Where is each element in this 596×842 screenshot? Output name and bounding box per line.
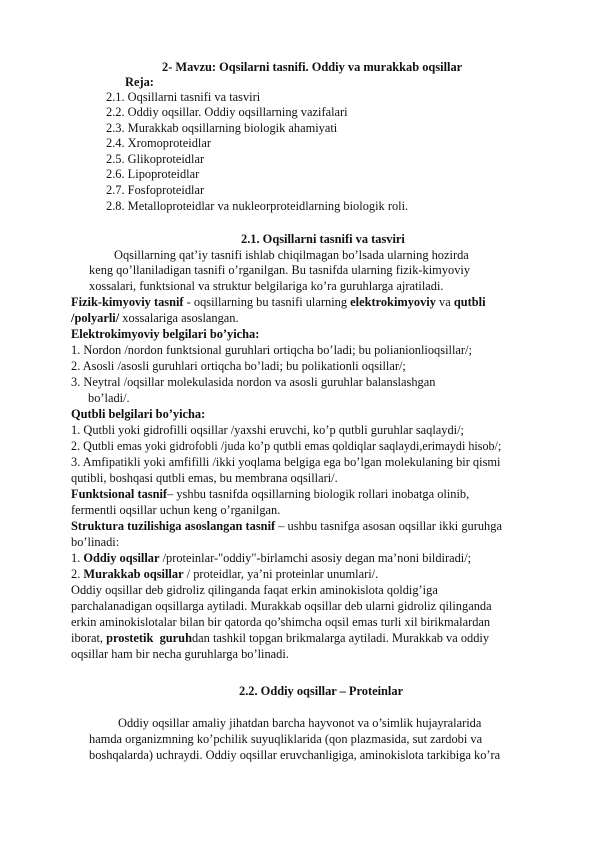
body-text: Oqsillarning qat’iy tasnifi ishlab chiqilmagan bo’lsada ularning hozirda [114, 248, 469, 262]
list-item: 1. Qutbli yoki gidrofilli oqsillar /yaxshi eruvchi, ko’p qutbli guruhlar saqlaydi/; [71, 423, 465, 437]
body-text: bo’linadi: [71, 535, 120, 549]
body-text: Fizik-kimyoviy tasnif - oqsillarning bu tasnifi ularning elektrokimyoviy va qutbli [71, 295, 486, 309]
body-text: iborat, prostetik guruhdan tashkil topgan brikmalarga aytiladi. Murakkab va oddiy [71, 631, 490, 645]
plan-item: 2.8. Metalloproteidlar va nukleorproteidlarning biologik roli. [106, 199, 409, 213]
body-text: Funktsional tasnif– yshbu tasnifda oqsillarning biologik rollari inobatga olinib, [71, 487, 470, 501]
body-text: xossalari, funktsional va struktur belgilariga ko’ra guruhlarga ajratiladi. [89, 279, 444, 293]
list-item: qutibli, boshqasi qutbli emas, bu membrana oqsillari/. [71, 471, 338, 485]
plan-item: 2.1. Oqsillarni tasnifi va tasviri [106, 90, 261, 104]
body-text: fermentli oqsillar uchun keng o’rganilgan. [71, 503, 281, 517]
body-text: Struktura tuzilishiga asoslangan tasnif – ushbu tasnifga asosan oqsillar ikki guruhga [71, 519, 502, 533]
list-item: 3. Neytral /oqsillar molekulasida nordon va asosli guruhlar balanslashgan [71, 375, 436, 389]
body-text: oqsillar ham bir necha guruhlarga bo’linadi. [71, 647, 289, 661]
list-item: 2. Asosli /asosli guruhlari ortiqcha bo’ladi; bu polikationli oqsillar/; [71, 359, 406, 373]
list-item: bo’ladi/. [88, 391, 130, 405]
plan-item: 2.2. Oddiy oqsillar. Oddiy oqsillarning vazifalari [106, 105, 348, 119]
plan-item: 2.7. Fosfoproteidlar [106, 183, 205, 197]
body-text: parchalanadigan oqsillarga aytiladi. Murakkab oqsillar deb ularni gidroliz qilinganda [71, 599, 492, 613]
section-heading: 2.2. Oddiy oqsillar – Proteinlar [239, 684, 404, 698]
term: Struktura tuzilishiga asoslangan tasnif [71, 519, 276, 533]
page-title: 2- Mavzu: Oqsilarni tasnifi. Oddiy va murakkab oqsillar [162, 60, 463, 74]
list-item: 3. Amfipatikli yoki amfifilli /ikki yoqlama belgiga ega bo’lgan molekulaning bir qismi [71, 455, 501, 469]
plan-item: 2.3. Murakkab oqsillarning biologik ahamiyati [106, 121, 338, 135]
list-item: 1. Nordon /nordon funktsional guruhlari ortiqcha bo’ladi; bu polianionlioqsillar/; [71, 343, 472, 357]
list-item: 1. Oddiy oqsillar /proteinlar-"oddiy"-birlamchi asosiy degan ma’noni bildiradi/; [71, 551, 472, 565]
body-text: Oddiy oqsillar deb gidroliz qilinganda faqat erkin aminokislota qoldig’iga [71, 583, 438, 597]
term: Funktsional tasnif [71, 487, 168, 501]
subheading: Qutbli belgilari bo’yicha: [71, 407, 206, 421]
body-text: hamda organizmning ko’pchilik suyuqliklarida (qon plazmasida, sut zardobi va [89, 732, 483, 746]
body-text: Oddiy oqsillar amaliy jihatdan barcha hayvonot va o’simlik hujayralarida [118, 716, 482, 730]
plan-item: 2.5. Glikoproteidlar [106, 152, 205, 166]
plan-item: 2.4. Xromoproteidlar [106, 136, 211, 150]
list-item: 2. Murakkab oqsillar / proteidlar, ya’ni proteinlar unumlari/. [71, 567, 379, 581]
list-item: 2. Qutbli emas yoki gidrofobli /juda ko’p qutbli emas qoldiqlar saqlaydi,erimaydi hisob/; [71, 439, 502, 453]
subheading: Elektrokimyoviy belgilari bo’yicha: [71, 327, 260, 341]
term: Fizik-kimyoviy tasnif [71, 295, 184, 309]
plan-heading: Reja: [125, 75, 154, 89]
plan-item: 2.6. Lipoproteidlar [106, 167, 200, 181]
section-heading: 2.1. Oqsillarni tasnifi va tasviri [241, 232, 405, 246]
body-text: /polyarli/ xossalariga asoslangan. [71, 311, 239, 325]
body-text: keng qo’llaniladigan tasnifi o’rganilgan. Bu tasnifda ularning fizik-kimyoviy [89, 263, 471, 277]
body-text: erkin aminokislotalar bilan bir qatorda qo’shimcha oqsil emas turli xil birikmalardan [71, 615, 491, 629]
body-text: boshqalarda) uchraydi. Oddiy oqsillar eruvchanligiga, aminokislota tarkibiga ko’ra [89, 748, 501, 762]
